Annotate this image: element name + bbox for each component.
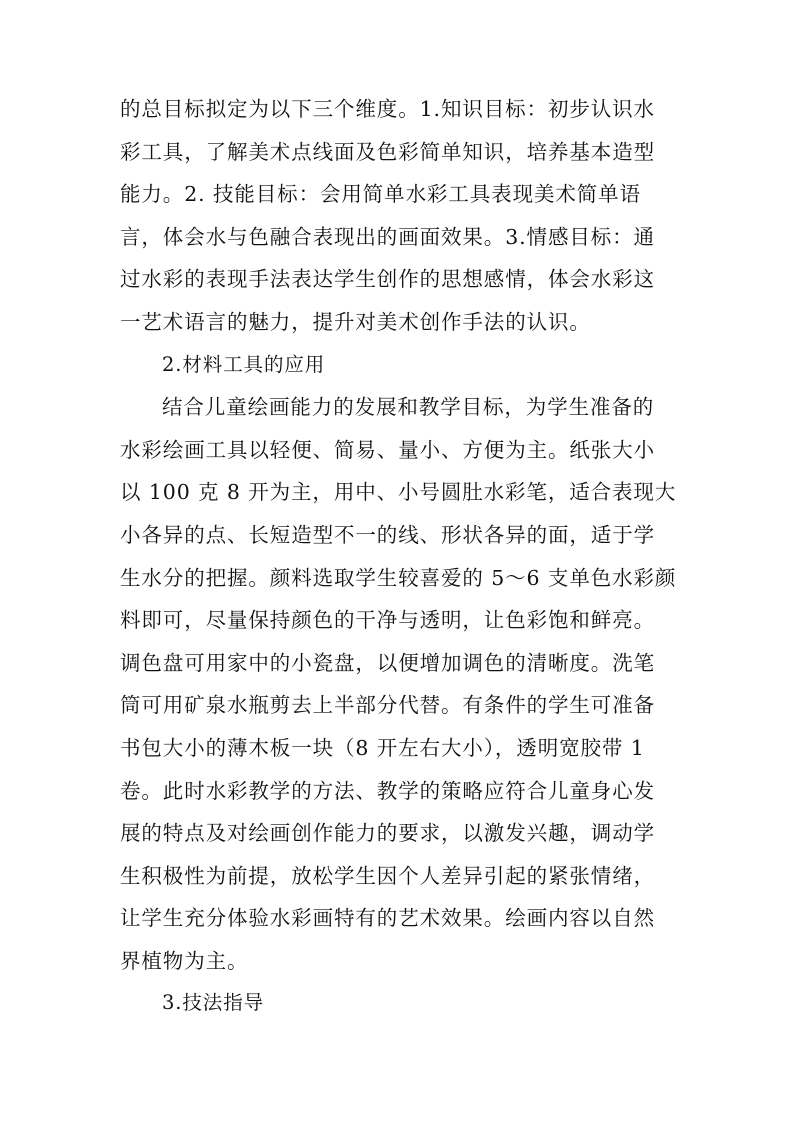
document-body <box>120 88 677 1025</box>
section-heading: 3.技法指导 <box>162 991 265 1015</box>
paragraph-line: 书包大小的薄木板一块（8 开左右大小），透明宽胶带 1 <box>120 735 645 760</box>
paragraph-line: 能力。2. 技能目标：会用简单水彩工具表现美术简单语 <box>120 182 641 207</box>
paragraph-line: 过水彩的表现手法表达学生创作的思想感情，体会水彩这 <box>120 267 655 292</box>
paragraph-line: 彩工具，了解美术点线面及色彩简单知识，培养基本造型 <box>120 139 655 164</box>
paragraph-line: 言，体会水与色融合表现出的画面效果。3.情感目标：通 <box>120 224 655 249</box>
paragraph-line: 水彩绘画工具以轻便、简易、量小、方便为主。纸张大小 <box>120 437 655 462</box>
paragraph-line: 筒可用矿泉水瓶剪去上半部分代替。有条件的学生可准备 <box>120 693 655 718</box>
paragraph-line: 生水分的把握。颜料选取学生较喜爱的 5～6 支单色水彩颜 <box>120 565 677 590</box>
paragraph-line: 一艺术语言的魅力，提升对美术创作手法的认识。 <box>120 309 591 334</box>
paragraph-line: 卷。此时水彩教学的方法、教学的策略应符合儿童身心发 <box>120 778 655 803</box>
paragraph-line: 小各异的点、长短造型不一的线、形状各异的面，适于学 <box>120 522 655 547</box>
paragraph-line: 展的特点及对绘画创作能力的要求，以激发兴趣，调动学 <box>120 821 655 846</box>
paragraph-line: 调色盘可用家中的小瓷盘，以便增加调色的清晰度。洗笔 <box>120 650 655 675</box>
paragraph-line: 结合儿童绘画能力的发展和教学目标，为学生准备的 <box>162 395 655 420</box>
paragraph-line: 界植物为主。 <box>120 948 249 973</box>
section-heading: 2.材料工具的应用 <box>162 352 326 376</box>
paragraph-line: 以 100 克 8 开为主，用中、小号圆肚水彩笔，适合表现大 <box>120 480 677 505</box>
paragraph-line: 的总目标拟定为以下三个维度。1.知识目标：初步认识水 <box>120 97 655 121</box>
paragraph-line: 料即可，尽量保持颜色的干净与透明，让色彩饱和鲜亮。 <box>120 608 655 633</box>
paragraph-line: 生积极性为前提，放松学生因个人差异引起的紧张情绪， <box>120 863 655 888</box>
paragraph-line: 让学生充分体验水彩画特有的艺术效果。绘画内容以自然 <box>120 906 655 931</box>
